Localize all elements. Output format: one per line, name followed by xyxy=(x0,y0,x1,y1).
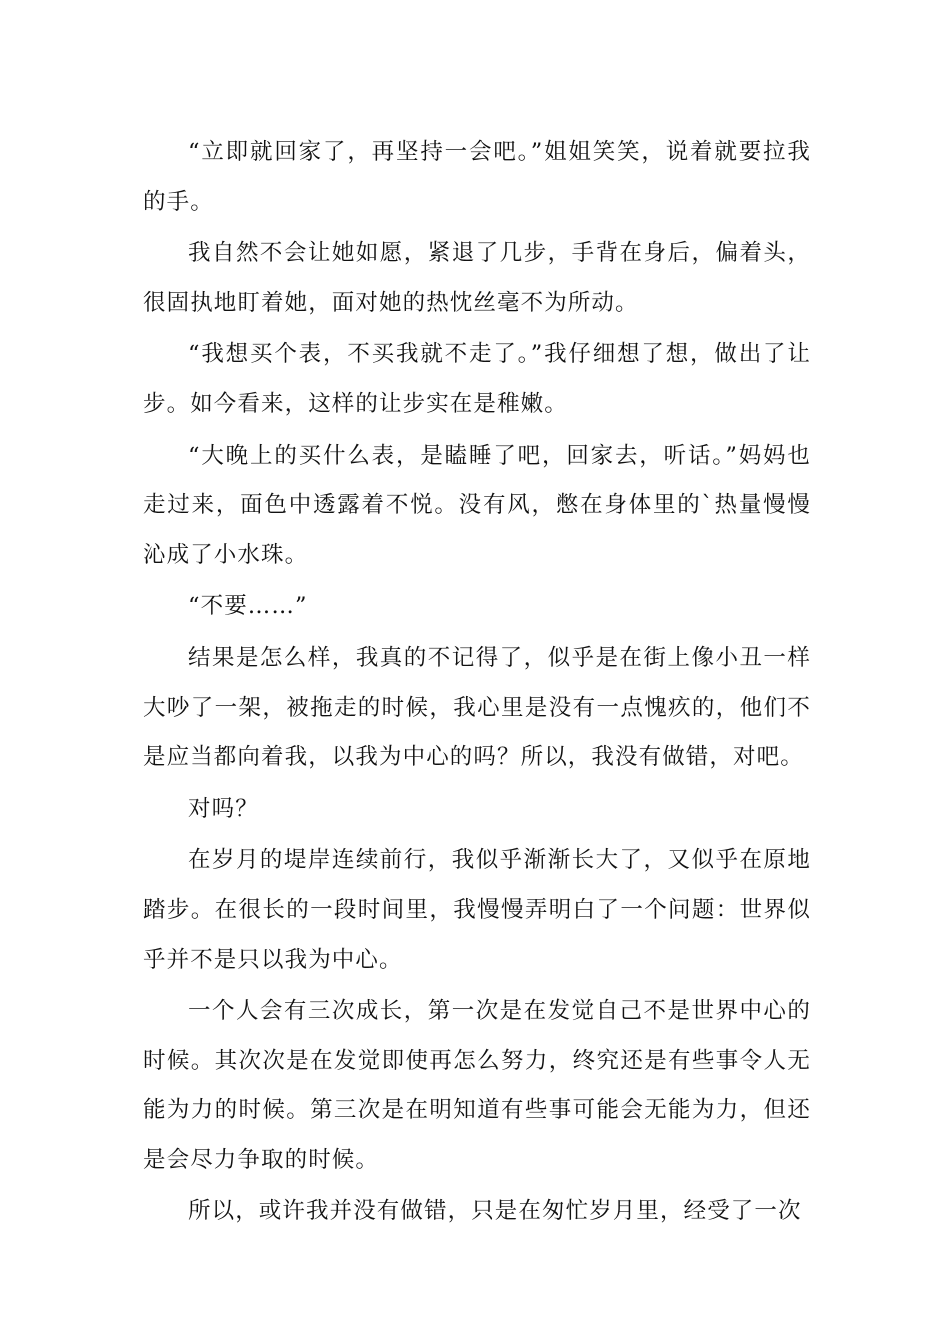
paragraph: 一个人会有三次成长，第一次是在发觉自己不是世界中心的时候。其次次是在发觉即使再怎么努力，终究还是有些事令人无能为力的时候。第三次是在明知道有些事可能会无能为力，但还是会尽力争取的时候。 xyxy=(143,998,811,1173)
paragraph: 我自然不会让她如愿，紧退了几步，手背在身后，偏着头，很固执地盯着她，面对她的热忱丝毫不为所动。 xyxy=(143,240,811,316)
paragraph: 在岁月的堤岸连续前行，我似乎渐渐长大了，又似乎在原地踏步。在很长的一段时间里，我慢慢弄明白了一个问题：世界似乎并不是只以我为中心。 xyxy=(143,847,811,973)
paragraph: 结果是怎么样，我真的不记得了，似乎是在街上像小丑一样大吵了一架，被拖走的时候，我心里是没有一点愧疚的，他们不是应当都向着我，以我为中心的吗？所以，我没有做错，对吧。 xyxy=(143,644,811,771)
paragraph: “我想买个表，不买我就不走了。”我仔细想了想，做出了让步。如今看来，这样的让步实在是稚嫩。 xyxy=(143,341,811,417)
paragraph: “立即就回家了，再坚持一会吧。”姐姐笑笑，说着就要拉我的手。 xyxy=(143,139,811,215)
paragraph: “不要……” xyxy=(188,593,308,620)
paragraph: 所以，或许我并没有做错，只是在匆忙岁月里，经受了一次 xyxy=(188,1198,802,1225)
paragraph: “大晚上的买什么表，是瞌睡了吧，回家去，听话。”妈妈也走过来，面色中透露着不悦。没有风，憋在身体里的`热量慢慢沁成了小水珠。 xyxy=(143,442,811,568)
paragraph: 对吗？ xyxy=(188,795,259,822)
document-body xyxy=(143,128,811,1239)
